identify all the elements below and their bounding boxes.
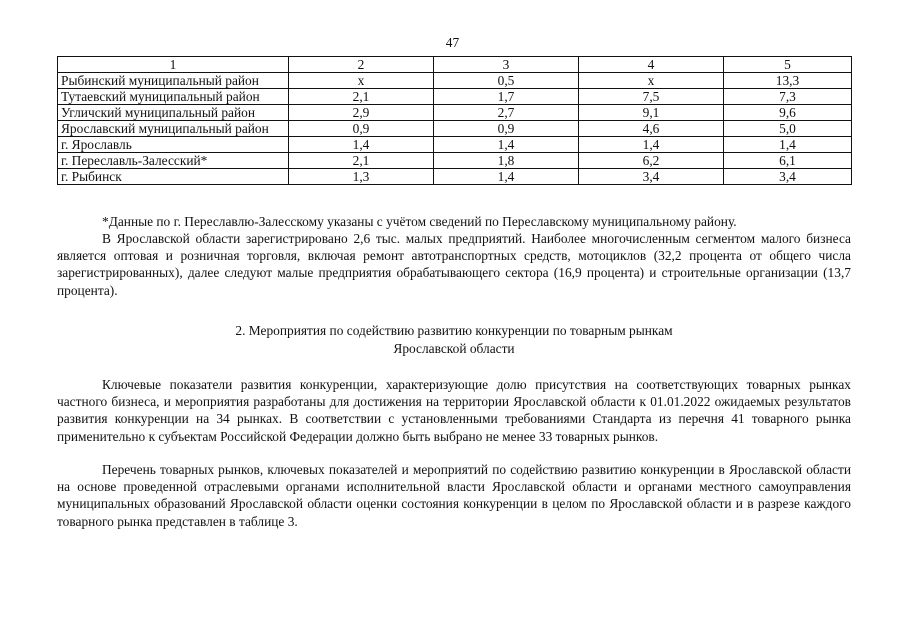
table-row [58,89,852,105]
market-list-text: Перечень товарных рынков, ключевых показателей и мероприятий по содействию развитию конкуренции в Ярославской области на основе проведенной отраслевыми органами исполнительной власти Ярославской области и органами местного самоуправления муниципальных образований Ярославской области оценки состояния конкуренции в целом по Ярославской области и в разрезе каждого товарного рынка представлен в таблице 3. [57,462,851,529]
key-indicators-text: Ключевые показатели развития конкуренции, характеризующие долю присутствия на соответствующих товарных рынках частного бизнеса, и мероприятия разработаны для достижения на территории Ярославской области к 01.01.2022 ожидаемых результатов развития конкуренции на 34 рынках. В соответствии с установленными требованиями Стандарта из перечня 41 товарного рынка применительно к субъектам Российской Федерации должно быть выбрано не менее 33 товарных рынков. [57,377,851,444]
column-header: 2 [289,57,434,73]
footnote [57,213,851,230]
row-label: Угличский муниципальный район [58,105,289,121]
table-cell: 4,6 [579,121,724,137]
row-label: Тутаевский муниципальный район [58,89,289,105]
table-cell: 1,8 [434,153,579,169]
table-cell: 0,9 [434,121,579,137]
table-cell: 1,4 [579,137,724,153]
small-business-text: В Ярославской области зарегистрировано 2,6 тыс. малых предприятий. Наиболее многочисленным сегментом малого бизнеса является оптовая и розничная торговля, включая ремонт автотранспортных средств, мотоциклов (32,2 процента от общего числа зарегистрированных), далее следуют малые предприятия обрабатывающего сектора (16,9 процента) и строительные организации (13,7 процента). [57,231,851,298]
row-label: Ярославский муниципальный район [58,121,289,137]
table-cell: 13,3 [724,73,852,89]
table-cell: 2,1 [289,153,434,169]
row-label: Рыбинский муниципальный район [58,73,289,89]
table-cell: 2,1 [289,89,434,105]
section-heading-line1: 2. Мероприятия по содействию развитию конкуренции по товарным рынкам [235,323,673,338]
table-row [58,105,852,121]
row-label: г. Рыбинск [58,169,289,185]
table-cell: 1,4 [289,137,434,153]
table-cell: 3,4 [579,169,724,185]
table-cell: х [289,73,434,89]
table-row [58,137,852,153]
page-number: 47 [445,35,460,50]
table-cell: 6,1 [724,153,852,169]
table-cell: х [579,73,724,89]
table-cell: 2,9 [289,105,434,121]
table-cell: 1,4 [724,137,852,153]
column-header: 3 [434,57,579,73]
table-row [58,153,852,169]
column-header: 1 [58,57,289,73]
table-cell: 1,3 [289,169,434,185]
row-label: г. Ярославль [58,137,289,153]
table-row [58,73,852,89]
table-cell: 1,7 [434,89,579,105]
table-row [58,121,852,137]
table-cell: 6,2 [579,153,724,169]
column-header: 4 [579,57,724,73]
footnote-text: *Данные по г. Переславлю-Залесскому указаны с учётом сведений по Переславскому муниципальному району. [102,214,737,229]
table-cell: 1,4 [434,137,579,153]
table-cell: 9,6 [724,105,852,121]
table-cell: 0,5 [434,73,579,89]
table-cell: 7,3 [724,89,852,105]
table-header-row [58,57,852,73]
small-business-paragraph [57,230,851,299]
table-cell: 1,4 [434,169,579,185]
table-cell: 9,1 [579,105,724,121]
column-header: 5 [724,57,852,73]
table-cell: 0,9 [289,121,434,137]
table-cell: 3,4 [724,169,852,185]
table-row [58,169,852,185]
section-heading-line2: Ярославской области [393,340,515,356]
statistics-table [57,56,852,185]
market-list-paragraph [57,461,851,530]
table-cell: 5,0 [724,121,852,137]
row-label: г. Переславль-Залесский* [58,153,289,169]
section-heading [57,322,851,357]
table-cell: 2,7 [434,105,579,121]
table-cell: 7,5 [579,89,724,105]
key-indicators-paragraph [57,376,851,445]
